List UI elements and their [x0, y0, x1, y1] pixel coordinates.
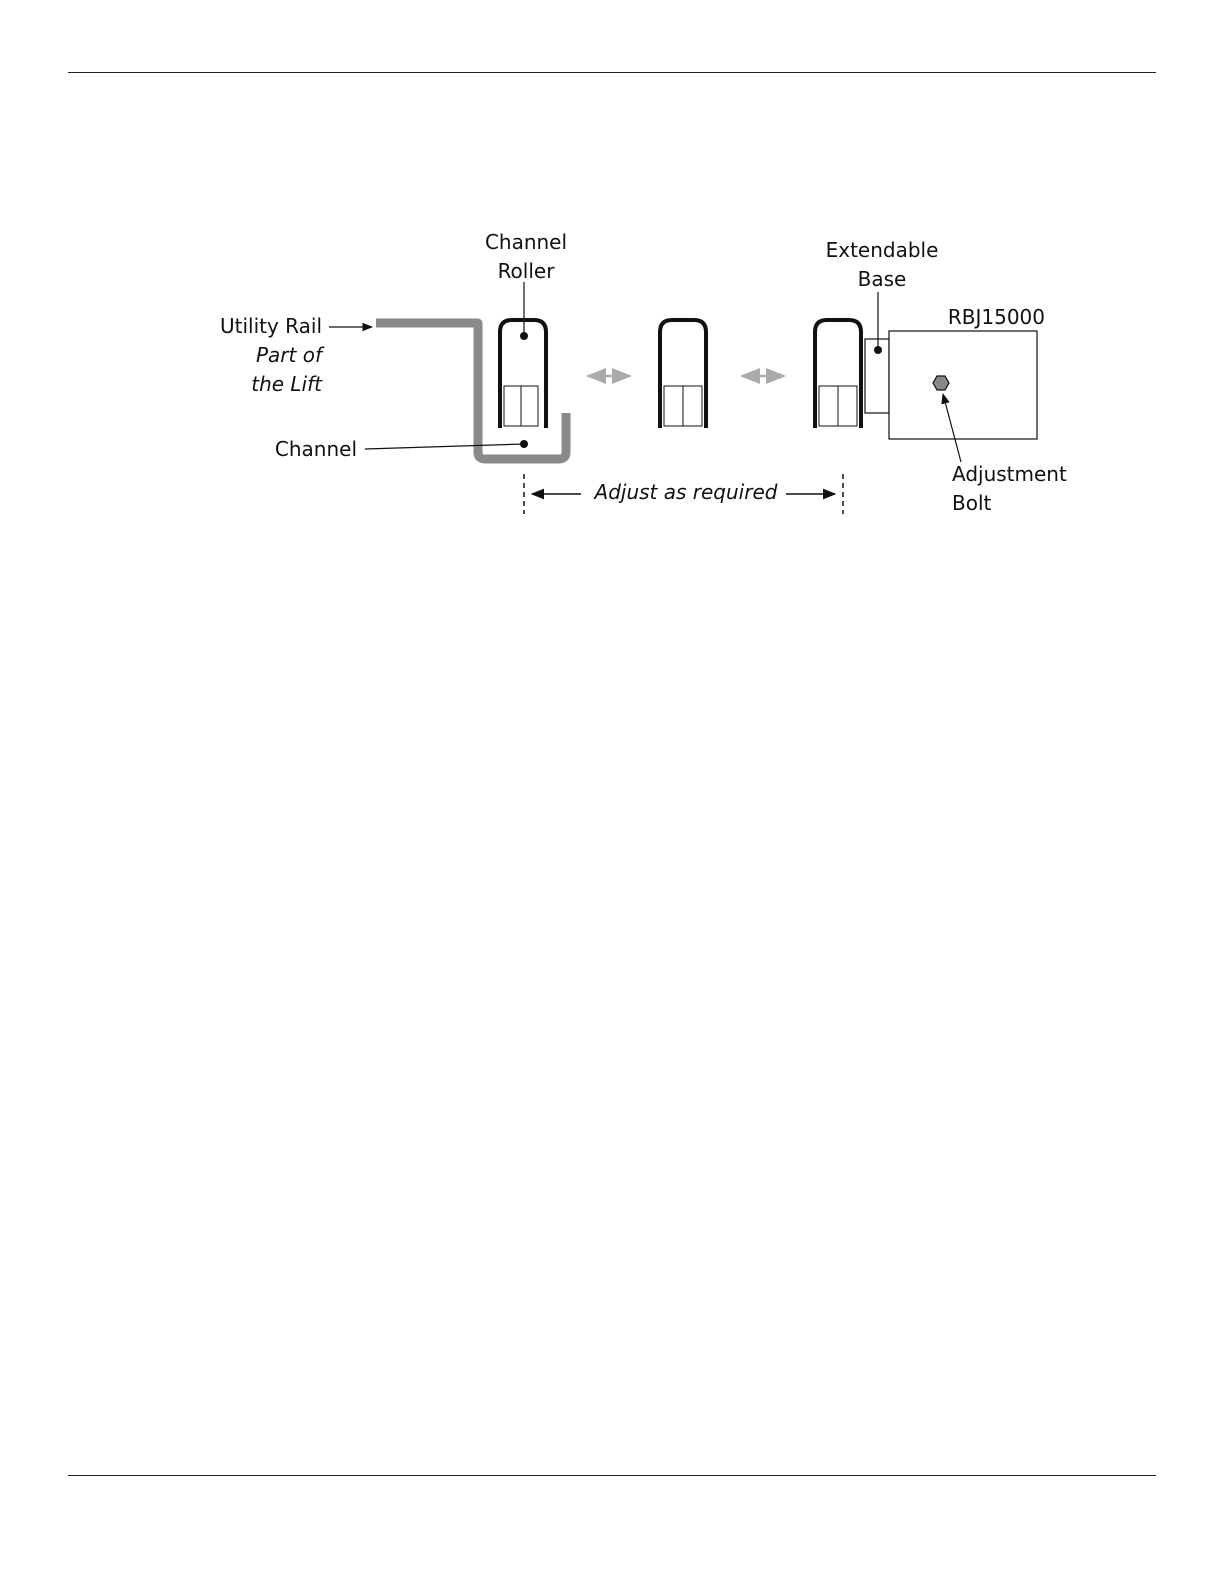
utility-rail-label: Utility Rail [219, 314, 322, 338]
channel-roller-2 [660, 320, 706, 428]
adjustment-bolt-icon [933, 376, 949, 390]
channel-roller-label-line1: Channel [484, 230, 568, 254]
utility-rail-note-line2: the Lift [251, 372, 322, 396]
adjustment-bolt-label-line1: Adjustment [952, 462, 1067, 486]
channel-roller-label-line2: Roller [497, 259, 555, 283]
extendable-base-label-line1: Extendable [825, 238, 939, 262]
model-label: RBJ15000 [947, 305, 1045, 329]
rbj15000-unit [889, 331, 1037, 439]
extendable-base-label-line2: Base [857, 267, 907, 291]
channel-label: Channel [274, 437, 357, 461]
adjustment-bolt-label-line2: Bolt [952, 491, 992, 515]
utility-rail-note-line1: Part of [255, 343, 322, 367]
channel-roller-3 [815, 320, 861, 428]
adjust-as-required-label: Adjust as required [594, 480, 778, 504]
